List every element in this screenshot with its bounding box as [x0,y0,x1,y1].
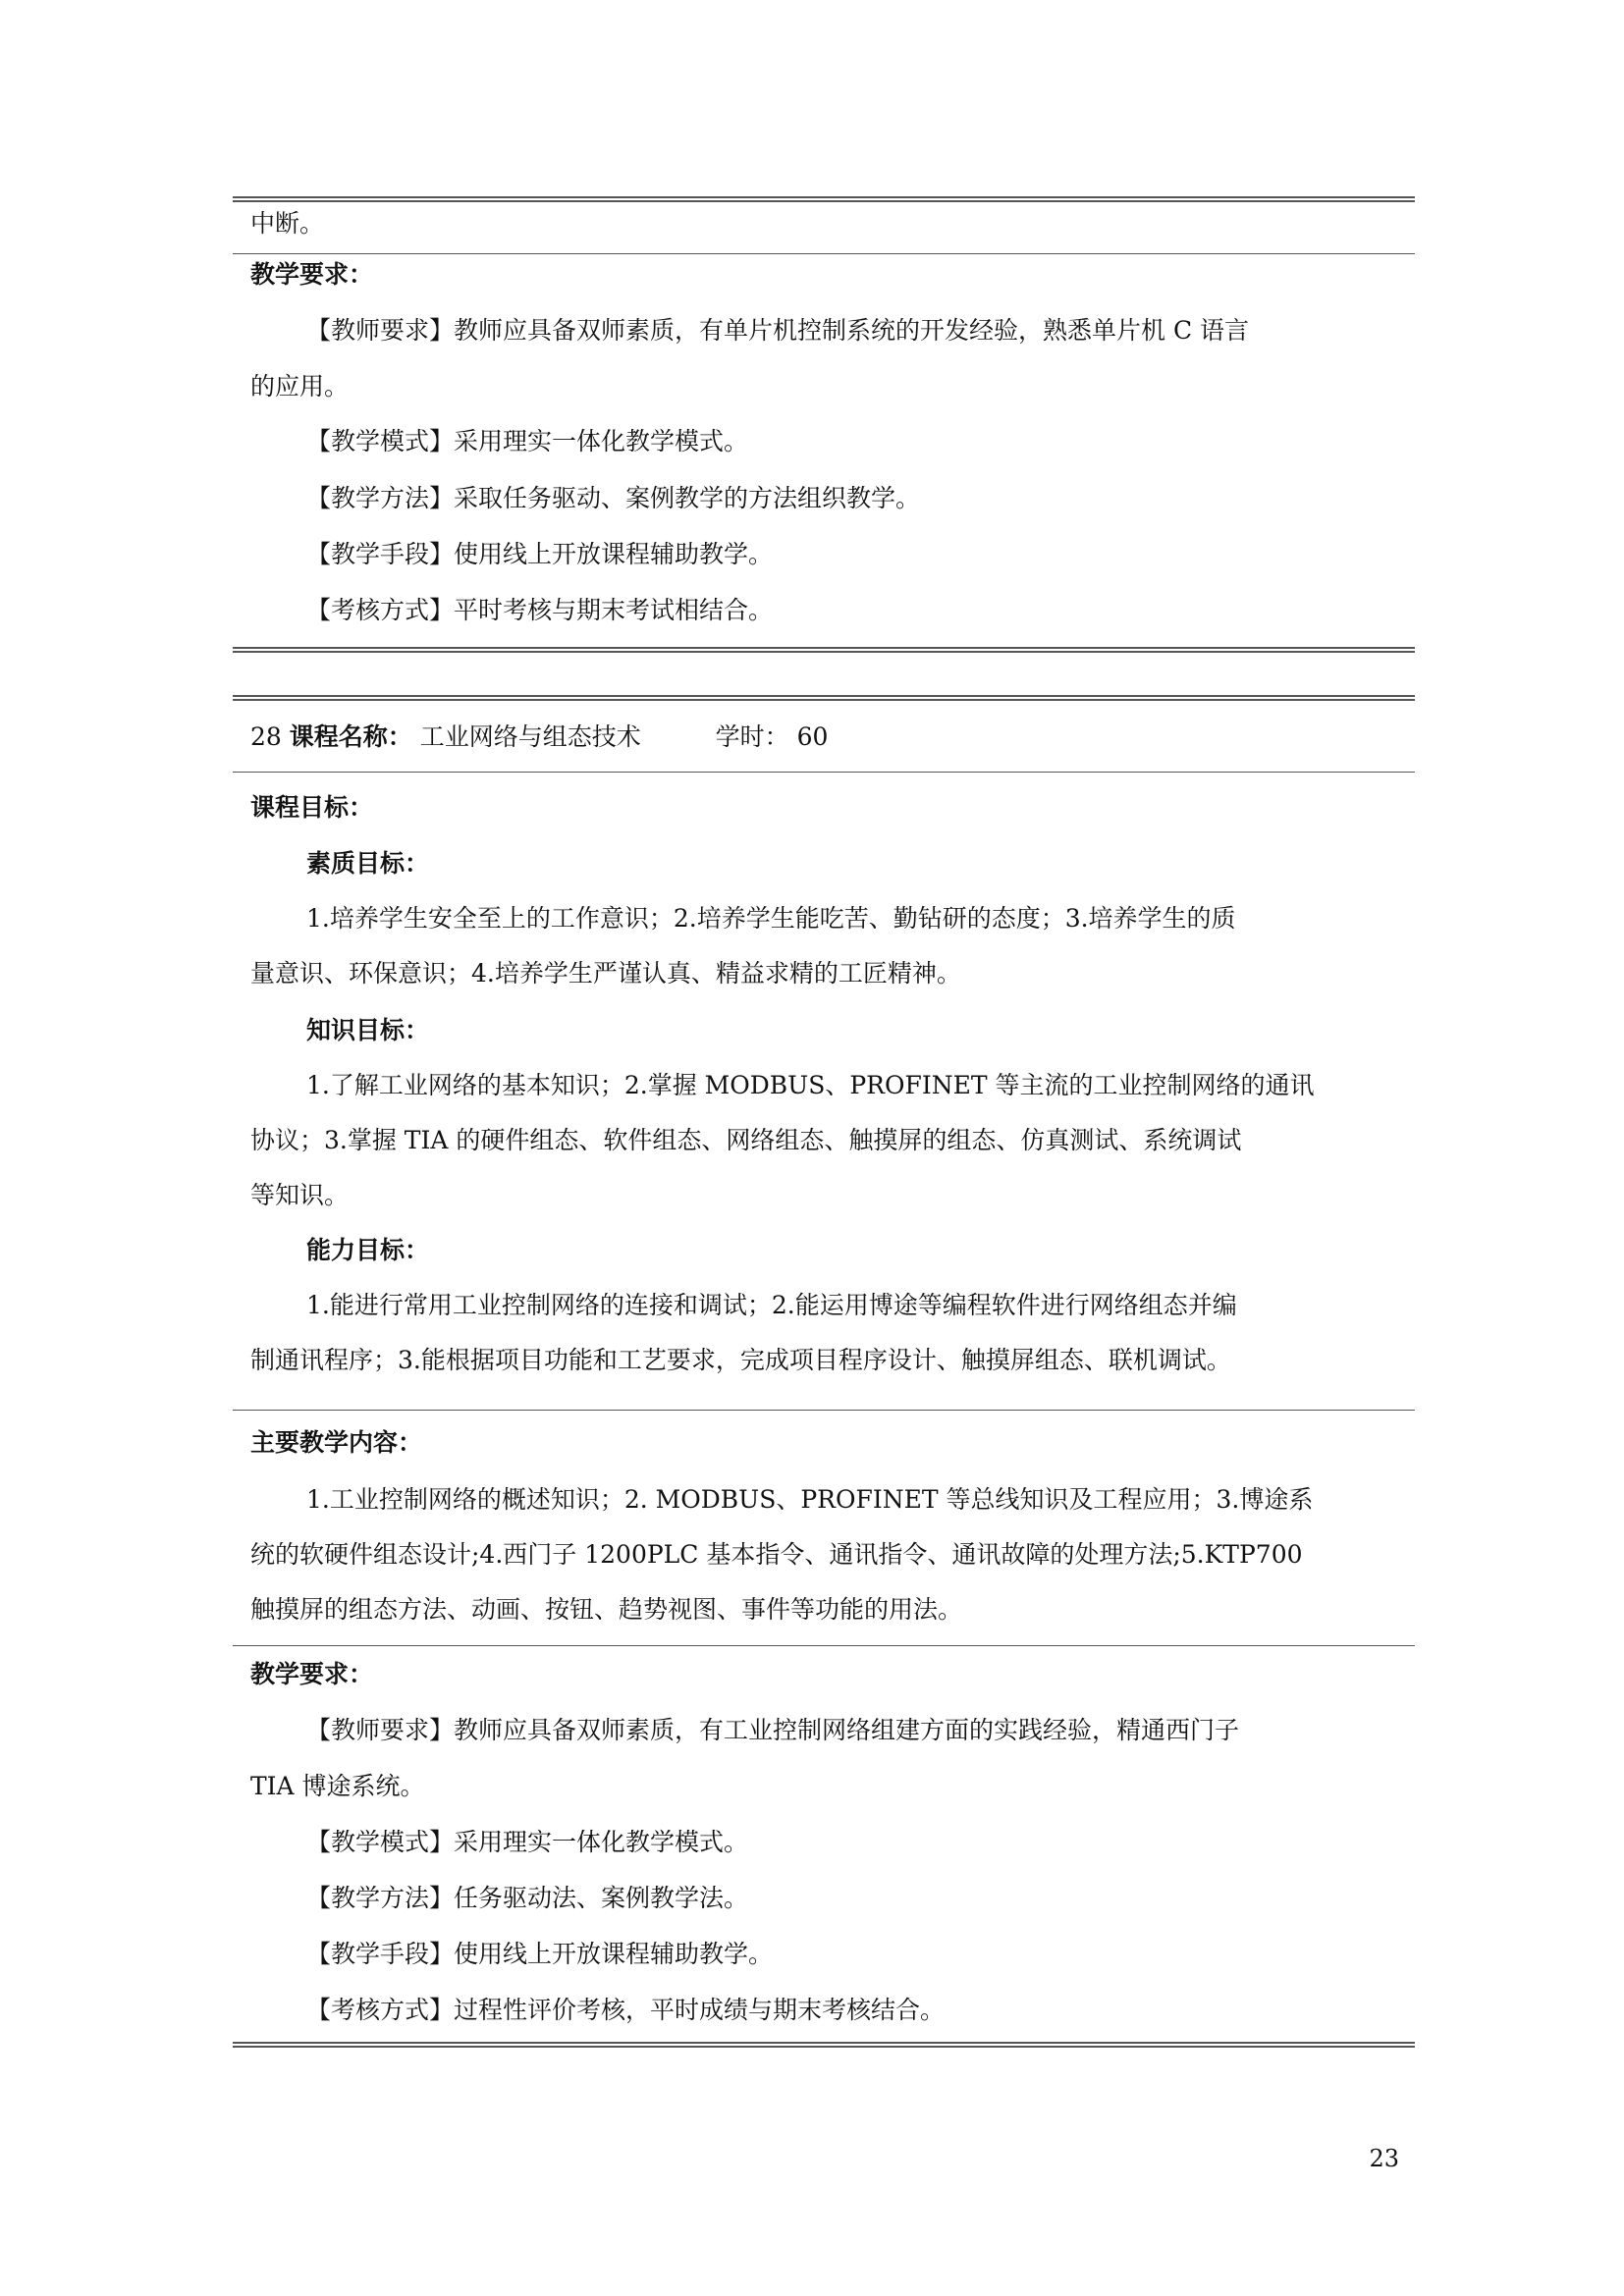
req-line: TIA 博途系统。 [250,1772,425,1800]
req-line: 的应用。 [250,372,350,400]
page-number: 23 [1369,2145,1399,2172]
divider [233,1645,1415,1646]
course-name: 工业网络与组态技术 [419,722,641,751]
content-line: 统的软硬件组态设计;4.西门子 1200PLC 基本指令、通讯指令、通讯故障的处理方法;5.KTP700 [250,1540,1303,1569]
req-line: 【教学手段】使用线上开放课程辅助教学。 [306,1940,774,1968]
ability-line: 1.能进行常用工业控制网络的连接和调试；2.能运用博途等编程软件进行网络组态并编 [306,1291,1237,1319]
knowledge-line: 1.了解工业网络的基本知识；2.掌握 MODBUS、PROFINET 等主流的工业控制网络的通讯 [306,1071,1315,1099]
continuation-text: 中断。 [250,209,325,238]
table-course-28 [233,695,1415,2050]
divider [233,253,1415,254]
content-line: 1.工业控制网络的概述知识；2. MODBUS、PROFINET 等总线知识及工程应用；3.博途系 [306,1485,1314,1514]
goals-heading: 课程目标： [250,793,374,822]
knowledge-heading: 知识目标： [306,1016,430,1044]
req-line: 【考核方式】平时考核与期末考试相结合。 [306,596,774,624]
req-line: 【教师要求】教师应具备双师素质，有单片机控制系统的开发经验，熟悉单片机 C 语言 [306,316,1250,345]
content-heading: 主要教学内容： [250,1428,423,1457]
req-line: 【教师要求】教师应具备双师素质，有工业控制网络组建方面的实践经验，精通西门子 [306,1716,1240,1744]
ability-line: 制通讯程序；3.能根据项目功能和工艺要求，完成项目程序设计、触摸屏组态、联机调试。 [250,1346,1231,1374]
top-rule [233,196,1415,202]
bottom-rule [233,2042,1415,2048]
course-number: 28 [250,722,282,751]
quality-heading: 素质目标： [306,849,430,878]
hours-value: 60 [796,722,829,751]
req-line: 【教学手段】使用线上开放课程辅助教学。 [306,540,774,568]
req-line: 【教学方法】任务驱动法、案例教学法。 [306,1884,749,1912]
quality-line: 1.培养学生安全至上的工作意识；2.培养学生能吃苦、勤钻研的态度；3.培养学生的质 [306,904,1236,933]
table-prev-course [233,196,1415,653]
hours-label: 学时： [715,722,789,751]
ability-heading: 能力目标： [306,1236,430,1264]
content-line: 触摸屏的组态方法、动画、按钮、趋势视图、事件等功能的用法。 [250,1595,963,1624]
quality-line: 量意识、环保意识；4.培养学生严谨认真、精益求精的工匠精神。 [250,959,961,988]
bottom-rule [233,647,1415,653]
req-line: 【教学模式】采用理实一体化教学模式。 [306,427,749,455]
course-name-label: 课程名称： [289,722,412,751]
knowledge-line: 协议；3.掌握 TIA 的硬件组态、软件组态、网络组态、触摸屏的组态、仿真测试、系统调试 [250,1126,1242,1154]
req-line: 【教学模式】采用理实一体化教学模式。 [306,1828,749,1856]
course-title-row [233,718,1415,757]
req-heading: 教学要求： [250,1660,374,1688]
divider [233,772,1415,773]
req-heading: 教学要求： [250,260,374,289]
req-line: 【考核方式】过程性评价考核，平时成绩与期末考核结合。 [306,1996,946,2024]
req-line: 【教学方法】采取任务驱动、案例教学的方法组织教学。 [306,484,921,512]
knowledge-line: 等知识。 [250,1181,350,1209]
top-rule [233,695,1415,701]
divider [233,1410,1415,1411]
